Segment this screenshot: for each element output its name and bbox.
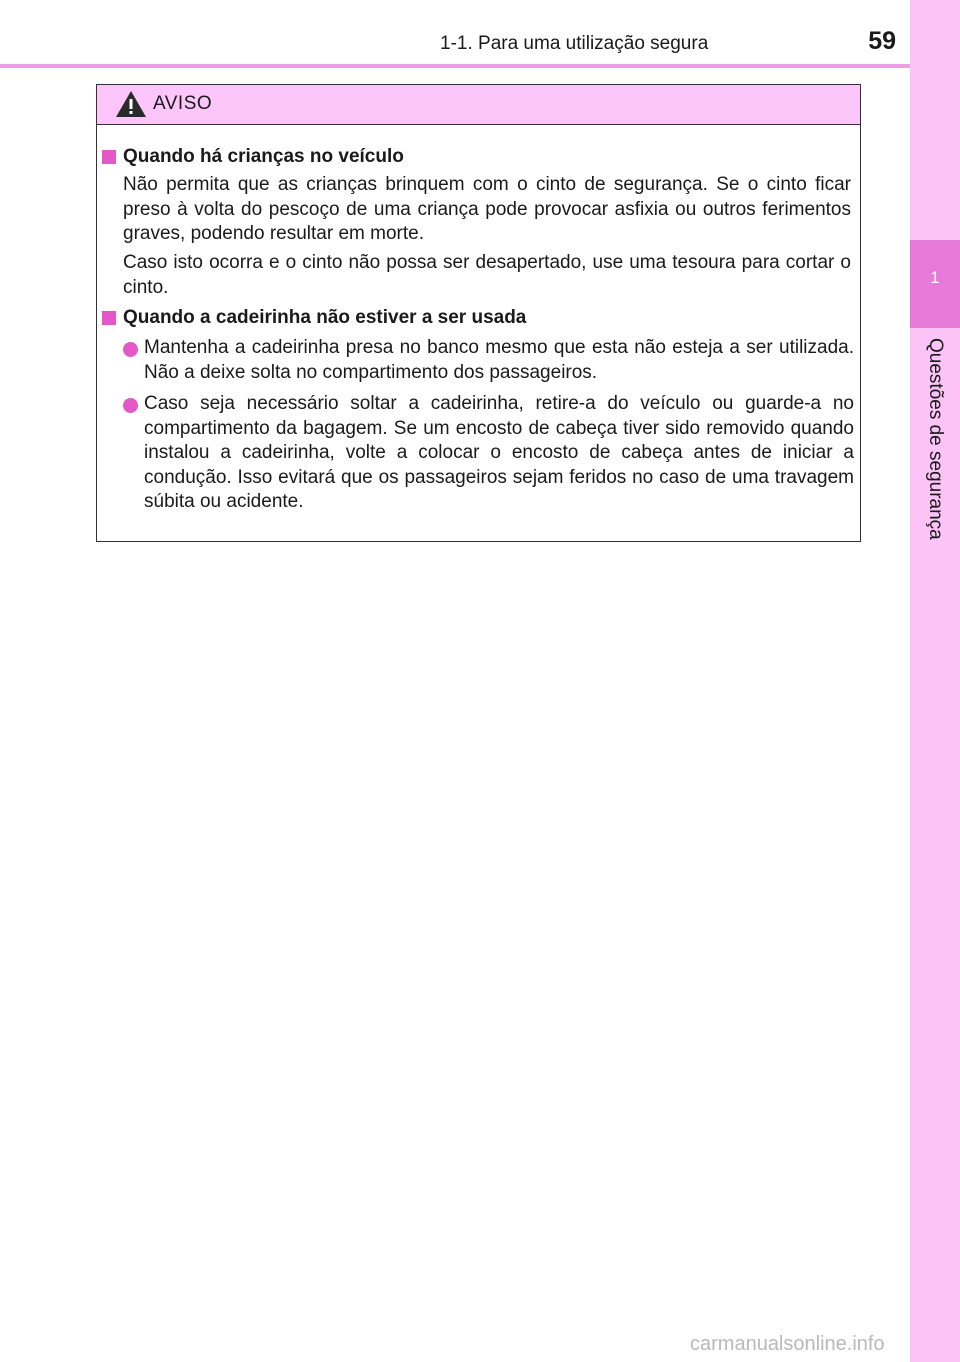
section-marker-icon (102, 150, 116, 164)
watermark: carmanualsonline.info (690, 1333, 885, 1355)
warning-triangle-icon (115, 90, 147, 118)
page-number: 59 (868, 27, 896, 55)
warning-header (97, 85, 860, 125)
chapter-label: Questões de segurança (925, 338, 946, 540)
paragraph: Não permita que as crianças brinquem com o cinto de segurança. Se o cinto ficar preso à volta do pescoço de uma criança pode provocar asfixia ou outros ferimentos graves, podendo resultar em morte. (123, 174, 851, 244)
bullet-dot-icon (123, 398, 138, 413)
running-header-title: 1-1. Para uma utilização segura (440, 33, 709, 54)
warning-label: AVISO (153, 93, 213, 114)
section-marker-icon (102, 311, 116, 325)
bullet-item: Caso seja necessário soltar a cadeirinha, retire-a do veículo ou guarde-a no compartimento da bagagem. Se um encosto de cabeça tiver sido removido quando instalou a cadeirinha, volte a colocar o encosto de cabeça antes de iniciar a condução. Isso evitará que os passageiros sejam feridos no caso de uma travagem súbita ou acidente. (144, 393, 854, 512)
bullet-dot-icon (123, 342, 138, 357)
paragraph: Caso isto ocorra e o cinto não possa ser desapertado, use uma tesoura para cortar o cinto. (123, 252, 851, 298)
section-title-children: Quando há crianças no veículo (123, 146, 404, 167)
warning-box (96, 84, 861, 542)
chapter-side-tab (910, 0, 960, 1362)
chapter-number: 1 (930, 268, 940, 287)
section-title-child-seat: Quando a cadeirinha não estiver a ser usada (123, 307, 527, 328)
bullet-item: Mantenha a cadeirinha presa no banco mesmo que esta não esteja a ser utilizada. Não a deixe solta no compartimento dos passageiros. (144, 337, 854, 383)
header-divider (0, 64, 910, 68)
